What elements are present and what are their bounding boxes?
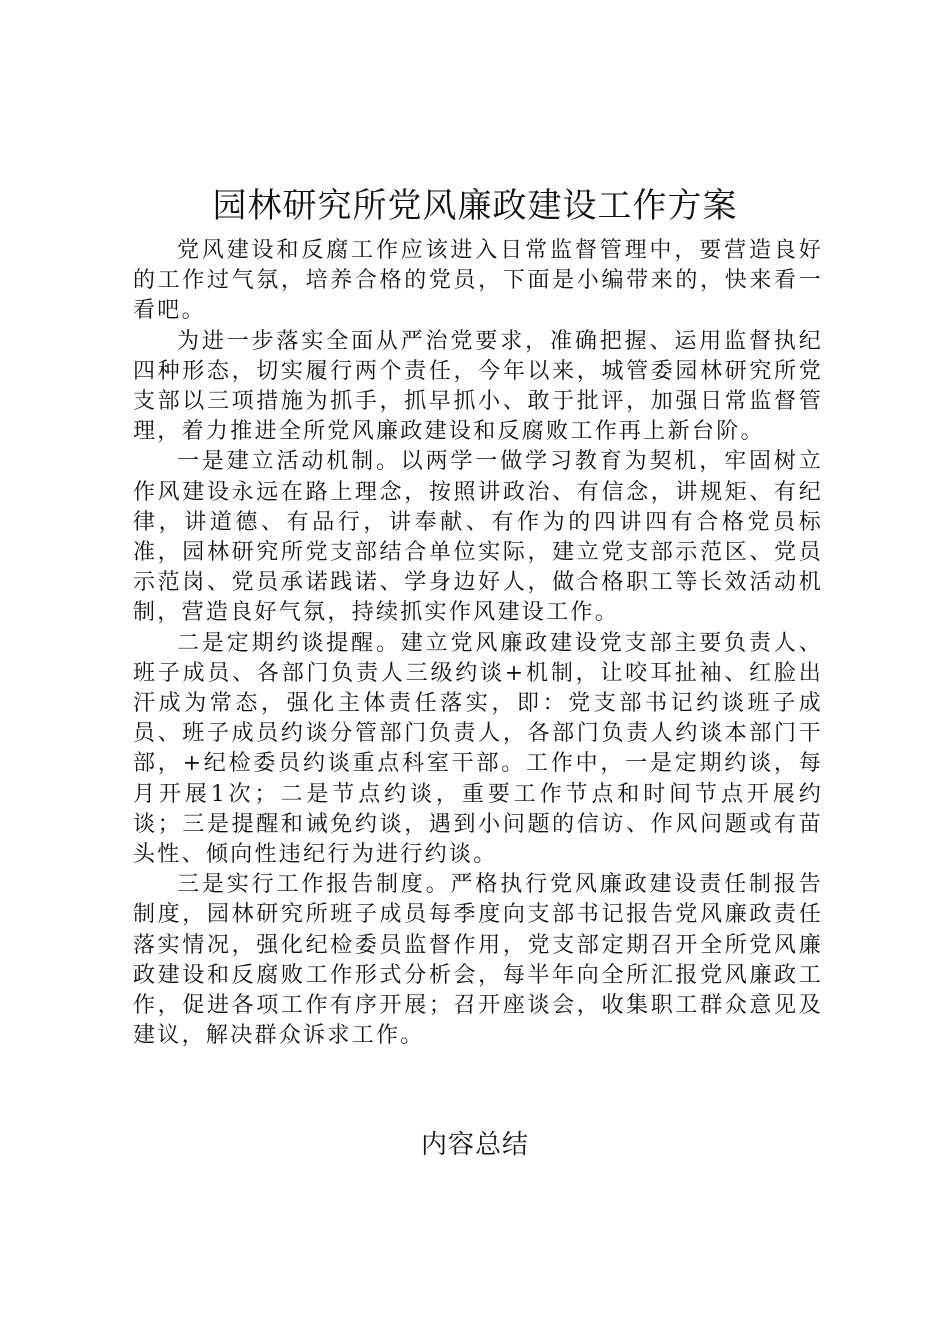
paragraph-activity-mechanism: 一是建立活动机制。以两学一做学习教育为契机，牢固树立作风建设永远在路上理念，按照讲政治、有信念，讲规矩、有纪律，讲道德、有品行，讲奉献、有作为的四讲四有合格党员标准，园林研究所党支部结合单位实际，建立党支部示范区、党员示范岗、党员承诺践诺、学身边好人，做合格职工等长效活动机制，营造良好气氛，持续抓实作风建设工作。 [133,449,823,626]
paragraph-reporting-system: 三是实行工作报告制度。严格执行党风廉政建设责任制报告制度，园林研究所班子成员每季度向支部书记报告党风廉政责任落实情况，强化纪检委员监督作用，党支部定期召开全所党风廉政建设和反腐败工作形式分析会，每半年向全所汇报党风廉政工作，促进各项工作有序开展；召开座谈会，收集职工群众意见及建议，解决群众诉求工作。 [133,872,823,1049]
paragraph-intro: 党风建设和反腐工作应该进入日常监督管理中，要营造良好的工作过气氛，培养合格的党员，下面是小编带来的，快来看一看吧。 [133,238,823,324]
document-title: 园林研究所党风廉政建设工作方案 [212,186,738,226]
document-body [133,236,823,1051]
summary-heading: 内容总结 [420,1130,529,1160]
paragraph-regular-interviews: 二是定期约谈提醒。建立党风廉政建设党支部主要负责人、班子成员、各部门负责人三级约谈+机制，让咬耳扯袖、红脸出汗成为常态，强化主体责任落实，即：党支部书记约谈班子成员、班子成员约谈分管部门负责人，各部门负责人约谈本部门干部，+纪检委员约谈重点科室干部。工作中，一是定期约谈，每月开展1次；二是节点约谈，重要工作节点和时间节点开展约谈；三是提醒和诫免约谈，遇到小问题的信访、作风问题或有苗头性、倾向性违纪行为进行约谈。 [133,630,823,868]
paragraph-background: 为进一步落实全面从严治党要求，准确把握、运用监督执纪四种形态，切实履行两个责任，今年以来，城管委园林研究所党支部以三项措施为抓手，抓早抓小、敢于批评，加强日常监督管理，着力推进全所党风廉政建设和反腐败工作再上新台阶。 [133,328,823,445]
